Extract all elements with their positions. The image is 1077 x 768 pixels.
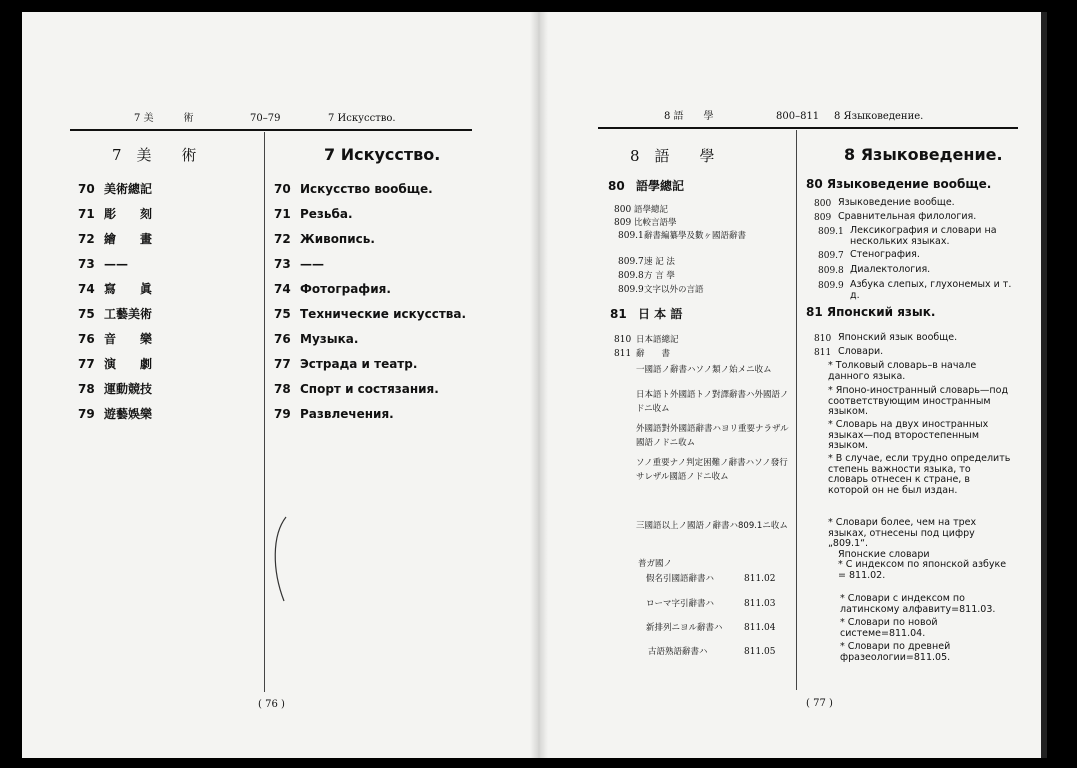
ru80-num: 809.9: [818, 281, 844, 291]
row-ru: Эстрада и театр.: [300, 357, 418, 371]
jp81-label: 日本語總記: [636, 335, 679, 345]
ru80-label: Лексикография и словари на нескольких языках.: [850, 225, 997, 247]
row-jp: 繪 畫: [104, 232, 153, 246]
right-header-ru: 8 Языковедение.: [834, 111, 924, 122]
row-num-ru: 73: [274, 257, 291, 271]
ru-note: * Словари более, чем на трех языках, отнесены под цифру „809.1“.: [828, 517, 977, 549]
row-jp: ——: [104, 257, 128, 271]
right-column-divider: [796, 130, 797, 690]
jp-sub-label: 古語熟語辭書ハ: [648, 647, 708, 657]
ru80-label: Диалектология.: [850, 264, 931, 275]
ru-sub-item: * Словари по древней фразеологии=811.05.: [840, 641, 951, 663]
ru80-label: Азбука слепых, глухонемых и т. д.: [850, 279, 1012, 301]
left-header-rule: [70, 129, 472, 131]
row-jp: 音 樂: [104, 332, 153, 346]
row-num: 72: [78, 232, 95, 246]
jp80-num: 800: [614, 205, 632, 215]
right-header-range: 800–811: [776, 111, 820, 122]
jp-note: 外國語對外國語辭書ハヨリ重要ナラザル國語ノドニ收ム: [636, 424, 789, 448]
right-header-jp: 8 語 學: [664, 111, 714, 122]
ru-sub-item: * С индексом по японской азбуке = 811.02.: [838, 559, 1007, 581]
jp-subhead: 普ガ國ノ: [638, 559, 673, 569]
sec81-num-jp: 81: [610, 307, 627, 321]
left-header-ru: 7 Искусство.: [328, 113, 396, 124]
jp80-num: 809: [614, 218, 632, 228]
jp80-label: 方 言 學: [644, 271, 675, 281]
book-gutter: [530, 12, 548, 758]
ru-sub-item: * Словари с индексом по латинскому алфавиту=811.03.: [840, 593, 996, 615]
row-num-ru: 76: [274, 332, 291, 346]
right-title-jp: 8 語 學: [630, 147, 715, 165]
left-title-ru: 7 Искусство.: [324, 145, 441, 164]
ru80-num: 809: [814, 213, 832, 223]
row-num: 70: [78, 182, 95, 196]
ru-note: * В случае, если трудно определить степень важности языка, то словарь отнесен к стране, в которой он не был издан.: [828, 453, 1011, 496]
jp80-label: 比較言語學: [634, 218, 677, 228]
row-num-ru: 75: [274, 307, 291, 321]
right-folio: ( 77 ): [806, 698, 833, 709]
jp-note: ソノ重要ナノ判定困難ノ辭書ハソノ發行サレザル國語ノドニ收ム: [636, 458, 788, 482]
jp-sub-num: 811.02: [744, 574, 776, 584]
row-num-ru: 77: [274, 357, 291, 371]
row-ru: Технические искусства.: [300, 307, 467, 321]
row-ru: Развлечения.: [300, 407, 394, 421]
jp-sub-label: 假名引國語辭書ハ: [646, 574, 715, 584]
ru81-num: 811: [814, 348, 832, 358]
row-ru: Фотография.: [300, 282, 391, 296]
left-title-jp: 7 美 術: [112, 146, 197, 164]
row-ru: Резьба.: [300, 207, 353, 221]
jp80-label: 語學總記: [634, 205, 669, 215]
jp-note: 日本語ト外國語トノ對譯辭書ハ外國語ノドニ收ム: [636, 390, 789, 414]
row-num: 78: [78, 382, 95, 396]
row-num: 79: [78, 407, 95, 421]
left-page: [22, 12, 530, 758]
pencil-mark: [270, 515, 290, 605]
row-num: 77: [78, 357, 95, 371]
row-jp: 遊藝娛樂: [104, 407, 153, 421]
row-ru: Спорт и состязания.: [300, 382, 439, 396]
ru80-num: 809.8: [818, 266, 844, 276]
row-num: 71: [78, 207, 95, 221]
ru-note: * Толковый словарь–в начале данного языка.: [828, 360, 977, 382]
row-num: 73: [78, 257, 95, 271]
right-page: [548, 12, 1047, 758]
left-header-range: 70–79: [250, 113, 281, 124]
row-num-ru: 71: [274, 207, 291, 221]
jp-sub-label: 新排列ニヨル辭書ハ: [646, 623, 723, 633]
row-num-ru: 78: [274, 382, 291, 396]
row-num: 75: [78, 307, 95, 321]
jp-note: 一國語ノ辭書ハソノ類ノ始メニ收ム: [636, 365, 772, 375]
ru81-label: Словари.: [838, 346, 884, 357]
row-ru: Музыка.: [300, 332, 359, 346]
sec80-num-jp: 80: [608, 179, 625, 193]
jp80-num: 809.1: [618, 231, 644, 241]
ru-note: * Словарь на двух иностранных языках—под второстепенным языком.: [828, 419, 989, 451]
ru81-num: 810: [814, 334, 832, 344]
ru-subhead: Японские словари: [838, 549, 930, 560]
jp-sub-num: 811.04: [744, 623, 776, 633]
row-ru: Искусство вообще.: [300, 182, 433, 196]
jp80-num: 809.7: [618, 257, 644, 267]
left-header-jp: 7 美 術: [134, 113, 194, 124]
ru80-num: 809.1: [818, 227, 844, 237]
ru-note: * Японо-иностранный словарь—под соответствующим иностранным языком.: [828, 385, 1009, 417]
ru-sub-item: * Словари по новой системе=811.04.: [840, 617, 938, 639]
jp80-label: 辭書編纂學及數ヶ國語辭書: [644, 231, 747, 241]
jp-sub-label: ローマ字引辭書ハ: [646, 599, 715, 609]
sec81-label-jp: 日 本 語: [638, 307, 683, 321]
left-column-divider: [264, 132, 265, 692]
right-title-ru: 8 Языковедение.: [844, 145, 1003, 164]
ru80-num: 809.7: [818, 251, 844, 261]
jp-sub-num: 811.05: [744, 647, 776, 657]
row-jp: 工藝美術: [104, 307, 153, 321]
sec80-label-jp: 語學總記: [636, 179, 685, 193]
ru80-label: Стенография.: [850, 249, 920, 260]
ru80-label: Сравнительная филология.: [838, 211, 977, 222]
row-jp: 運動競技: [104, 382, 153, 396]
row-jp: 寫 眞: [104, 282, 153, 296]
right-header-rule: [598, 127, 1018, 129]
jp81-num: 810: [614, 335, 632, 345]
jp80-num: 809.8: [618, 271, 644, 281]
jp80-label: 速 記 法: [644, 257, 675, 267]
ru80-num: 800: [814, 199, 832, 209]
row-num-ru: 74: [274, 282, 291, 296]
row-jp: 美術總記: [104, 182, 153, 196]
row-jp: 彫 刻: [104, 207, 153, 221]
jp-sub-num: 811.03: [744, 599, 776, 609]
jp81-num: 811: [614, 349, 632, 359]
jp81-label: 辭 書: [636, 349, 671, 359]
row-ru: Живопись.: [300, 232, 375, 246]
row-num-ru: 79: [274, 407, 291, 421]
jp80-num: 809.9: [618, 285, 644, 295]
jp-note: 三國語以上ノ國語ノ辭書ハ809.1ニ收ム: [636, 521, 788, 531]
row-num: 76: [78, 332, 95, 346]
book-spread: [22, 12, 1047, 758]
row-num: 74: [78, 282, 95, 296]
sec81-title-ru: 81 Японский язык.: [806, 305, 936, 319]
row-jp: 演 劇: [104, 357, 153, 371]
left-folio: ( 76 ): [258, 699, 285, 710]
sec80-title-ru: 80 Языковедение вообще.: [806, 177, 992, 191]
ru81-label: Японский язык вообще.: [838, 332, 958, 343]
row-num-ru: 72: [274, 232, 291, 246]
jp80-label: 文字以外の言語: [644, 285, 704, 295]
row-ru: ——: [300, 257, 324, 271]
row-num-ru: 70: [274, 182, 291, 196]
ru80-label: Языковедение вообще.: [838, 197, 955, 208]
